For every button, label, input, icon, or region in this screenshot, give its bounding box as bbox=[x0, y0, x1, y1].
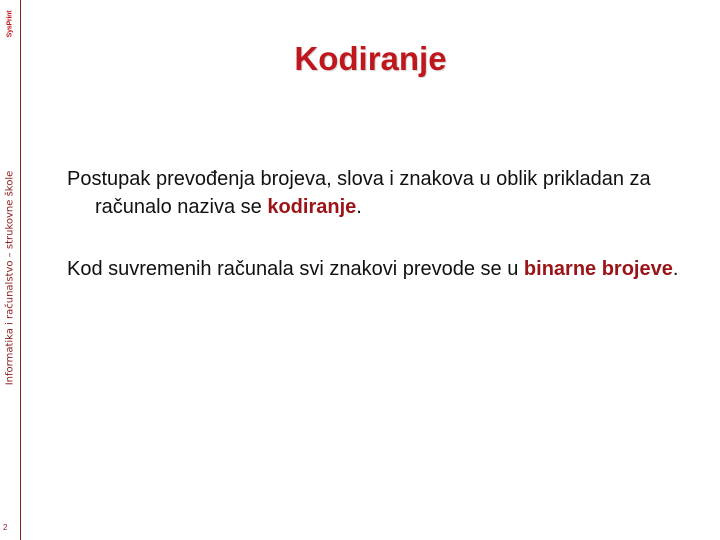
bullet-text-end: . bbox=[356, 196, 362, 218]
bullet-text-end: . bbox=[672, 258, 679, 280]
bullet-list bbox=[67, 165, 687, 317]
bullet-item-kodiranje bbox=[67, 165, 687, 221]
left-margin-rule bbox=[20, 0, 21, 540]
bullet-highlight: binarne brojeve bbox=[523, 258, 673, 280]
publisher-logo bbox=[2, 2, 18, 46]
publisher-logo-text: SysPrint bbox=[6, 10, 14, 38]
page-number: 2 bbox=[3, 523, 8, 532]
bullet-text: Postupak prevođenja brojeva, slova i znakova u oblik prikladan za računalo naziva se bbox=[67, 168, 651, 218]
bullet-highlight: kodiranje bbox=[267, 196, 357, 218]
bullet-text: Kod suvremenih računala svi znakovi prevode se u bbox=[67, 258, 524, 280]
course-label: Informatika i računalstvo – strukovne škole bbox=[4, 170, 16, 386]
bullet-item-binarni-brojevi bbox=[67, 255, 687, 283]
slide-title: Kodiranje bbox=[294, 40, 447, 77]
